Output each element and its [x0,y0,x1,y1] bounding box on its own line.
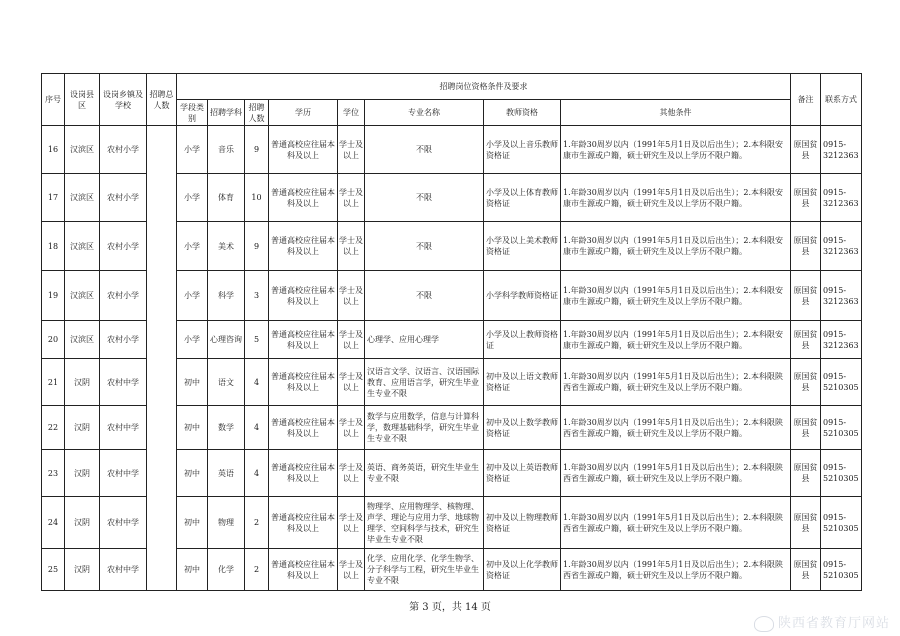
row-other: 1.年龄30周岁以内（1991年5月1日及以后出生）；2.本科限安康市生源或户籍，硕士研究生及以上学历不限户籍。 [561,222,791,271]
row-subject: 英语 [208,450,245,497]
row-major: 不限 [365,126,484,174]
row-stage: 小学 [177,271,208,321]
row-contact: 0915-3212363 [821,321,862,359]
row-education: 普通高校应往届本科及以上 [269,126,338,174]
row-education: 普通高校应往届本科及以上 [269,321,338,359]
row-stage: 初中 [177,359,208,406]
page-footer: 第 3 页，共 14 页 [409,602,491,613]
row-school: 农村中学 [100,359,147,406]
row-stage: 小学 [177,126,208,174]
row-major: 心理学、应用心理学 [365,321,484,359]
header-seq: 序号 [42,74,65,126]
row-cert: 初中及以上物理教师资格证 [484,497,561,549]
header-major: 专业名称 [365,100,484,126]
recruitment-table-sheet [41,73,862,591]
row-contact: 0915-5210305 [821,359,862,406]
row-degree: 学士及以上 [338,126,365,174]
row-cert: 小学及以上美术教师资格证 [484,222,561,271]
row-subject: 科学 [208,271,245,321]
row-cert: 初中及以上数学教师资格证 [484,406,561,450]
row-degree: 学士及以上 [338,174,365,222]
row-school: 农村中学 [100,497,147,549]
row-cert: 小学及以上音乐教师资格证 [484,126,561,174]
row-county: 汉滨区 [65,321,100,359]
row-subject: 物理 [208,497,245,549]
row-education: 普通高校应往届本科及以上 [269,222,338,271]
row-county: 汉阴 [65,549,100,591]
row-other: 1.年龄30周岁以内（1991年5月1日及以后出生）；2.本科限陕西省生源或户籍，硕士研究生及以上学历不限户籍。 [561,549,791,591]
header-contact: 联系方式 [821,74,862,126]
row-degree: 学士及以上 [338,406,365,450]
row-subject: 语文 [208,359,245,406]
header-count: 招聘人数 [245,100,269,126]
row-county: 汉滨区 [65,174,100,222]
row-contact: 0915-5210305 [821,549,862,591]
row-school: 农村小学 [100,174,147,222]
row-county: 汉阴 [65,359,100,406]
row-other: 1.年龄30周岁以内（1991年5月1日及以后出生）；2.本科限陕西省生源或户籍，硕士研究生及以上学历不限户籍。 [561,450,791,497]
row-cert: 初中及以上英语教师资格证 [484,450,561,497]
row-note: 原国贫县 [791,549,821,591]
row-stage: 初中 [177,497,208,549]
row-contact: 0915-5210305 [821,406,862,450]
row-major: 不限 [365,271,484,321]
row-contact: 0915-3212363 [821,174,862,222]
row-degree: 学士及以上 [338,359,365,406]
header-note: 备注 [791,74,821,126]
row-no: 17 [42,174,65,222]
row-major: 物理学、应用物理学、核物理、声学、理论与应用力学、地球物理学、空间科学与技术，研究生毕业生专业不限 [365,497,484,549]
row-other: 1.年龄30周岁以内（1991年5月1日及以后出生）；2.本科限安康市生源或户籍，硕士研究生及以上学历不限户籍。 [561,321,791,359]
watermark-logo-icon [754,616,774,632]
header-total: 招聘总人数 [147,74,177,126]
row-no: 20 [42,321,65,359]
row-count: 9 [245,126,269,174]
row-county: 汉阴 [65,450,100,497]
header-group: 招聘岗位资格条件及要求 [177,74,791,100]
row-subject: 数学 [208,406,245,450]
row-count: 9 [245,222,269,271]
row-note: 原国贫县 [791,222,821,271]
row-degree: 学士及以上 [338,271,365,321]
row-school: 农村中学 [100,406,147,450]
row-school: 农村小学 [100,126,147,174]
row-count: 5 [245,321,269,359]
row-major: 数学与应用数学，信息与计算科学，数理基础科学，研究生毕业生专业不限 [365,406,484,450]
row-stage: 初中 [177,450,208,497]
row-other: 1.年龄30周岁以内（1991年5月1日及以后出生）；2.本科限陕西省生源或户籍，硕士研究生及以上学历不限户籍。 [561,497,791,549]
row-subject: 美术 [208,222,245,271]
row-major: 化学、应用化学、化学生物学、分子科学与工程，研究生毕业生专业不限 [365,549,484,591]
row-note: 原国贫县 [791,359,821,406]
header-education: 学历 [269,100,338,126]
header-county: 设岗县区 [65,74,100,126]
row-stage: 初中 [177,406,208,450]
row-subject: 体育 [208,174,245,222]
row-county: 汉滨区 [65,126,100,174]
row-school: 农村中学 [100,549,147,591]
row-no: 19 [42,271,65,321]
row-school: 农村小学 [100,222,147,271]
row-other: 1.年龄30周岁以内（1991年5月1日及以后出生）；2.本科限安康市生源或户籍，硕士研究生及以上学历不限户籍。 [561,271,791,321]
row-county: 汉滨区 [65,271,100,321]
row-degree: 学士及以上 [338,222,365,271]
row-cert: 初中及以上语文教师资格证 [484,359,561,406]
row-education: 普通高校应往届本科及以上 [269,450,338,497]
table-row [42,126,862,174]
row-count: 2 [245,549,269,591]
row-stage: 初中 [177,549,208,591]
row-degree: 学士及以上 [338,450,365,497]
row-cert: 小学科学教师资格证 [484,271,561,321]
row-count: 3 [245,271,269,321]
row-major: 不限 [365,222,484,271]
total-cell [147,126,177,591]
row-school: 农村小学 [100,271,147,321]
header-other: 其他条件 [561,100,791,126]
header-cert: 教师资格 [484,100,561,126]
row-degree: 学士及以上 [338,497,365,549]
row-note: 原国贫县 [791,497,821,549]
row-major: 英语、商务英语，研究生毕业生专业不限 [365,450,484,497]
row-contact: 0915-3212363 [821,271,862,321]
row-education: 普通高校应往届本科及以上 [269,174,338,222]
row-contact: 0915-5210305 [821,450,862,497]
row-other: 1.年龄30周岁以内（1991年5月1日及以后出生）；2.本科限陕西省生源或户籍，硕士研究生及以上学历不限户籍。 [561,359,791,406]
row-note: 原国贫县 [791,271,821,321]
row-contact: 0915-3212363 [821,126,862,174]
row-other: 1.年龄30周岁以内（1991年5月1日及以后出生）；2.本科限安康市生源或户籍，硕士研究生及以上学历不限户籍。 [561,174,791,222]
row-note: 原国贫县 [791,174,821,222]
header-school: 设岗乡镇及学校 [100,74,147,126]
header-row-1 [42,74,862,100]
row-subject: 化学 [208,549,245,591]
row-education: 普通高校应往届本科及以上 [269,406,338,450]
row-stage: 小学 [177,222,208,271]
row-stage: 小学 [177,174,208,222]
header-degree: 学位 [338,100,365,126]
row-no: 21 [42,359,65,406]
row-note: 原国贫县 [791,126,821,174]
row-count: 4 [245,359,269,406]
row-count: 2 [245,497,269,549]
watermark-text: 陕西省教育厅网站 [777,616,890,631]
row-major: 汉语言文学、汉语言、汉语国际教育、应用语言学，研究生毕业生专业不限 [365,359,484,406]
row-county: 汉阴 [65,406,100,450]
row-contact: 0915-3212363 [821,222,862,271]
row-school: 农村中学 [100,450,147,497]
row-education: 普通高校应往届本科及以上 [269,497,338,549]
row-county: 汉滨区 [65,222,100,271]
row-subject: 音乐 [208,126,245,174]
row-note: 原国贫县 [791,321,821,359]
row-cert: 初中及以上化学教师资格证 [484,549,561,591]
row-count: 4 [245,406,269,450]
row-major: 不限 [365,174,484,222]
row-count: 4 [245,450,269,497]
header-stage: 学段类别 [177,100,208,126]
row-no: 18 [42,222,65,271]
row-count: 10 [245,174,269,222]
row-degree: 学士及以上 [338,549,365,591]
row-note: 原国贫县 [791,450,821,497]
row-cert: 小学及以上教师资格证 [484,321,561,359]
row-cert: 小学及以上体育教师资格证 [484,174,561,222]
row-other: 1.年龄30周岁以内（1991年5月1日及以后出生）；2.本科限安康市生源或户籍，硕士研究生及以上学历不限户籍。 [561,126,791,174]
row-other: 1.年龄30周岁以内（1991年5月1日及以后出生）；2.本科限陕西省生源或户籍，硕士研究生及以上学历不限户籍。 [561,406,791,450]
row-subject: 心理咨询 [208,321,245,359]
site-watermark [754,612,890,632]
row-no: 16 [42,126,65,174]
row-no: 24 [42,497,65,549]
row-county: 汉阴 [65,497,100,549]
row-education: 普通高校应往届本科及以上 [269,549,338,591]
row-contact: 0915-5210305 [821,497,862,549]
row-education: 普通高校应往届本科及以上 [269,271,338,321]
row-education: 普通高校应往届本科及以上 [269,359,338,406]
row-no: 23 [42,450,65,497]
row-note: 原国贫县 [791,406,821,450]
row-no: 25 [42,549,65,591]
header-subject: 招聘学科 [208,100,245,126]
recruitment-table [41,73,862,591]
row-degree: 学士及以上 [338,321,365,359]
row-school: 农村小学 [100,321,147,359]
row-no: 22 [42,406,65,450]
row-stage: 小学 [177,321,208,359]
